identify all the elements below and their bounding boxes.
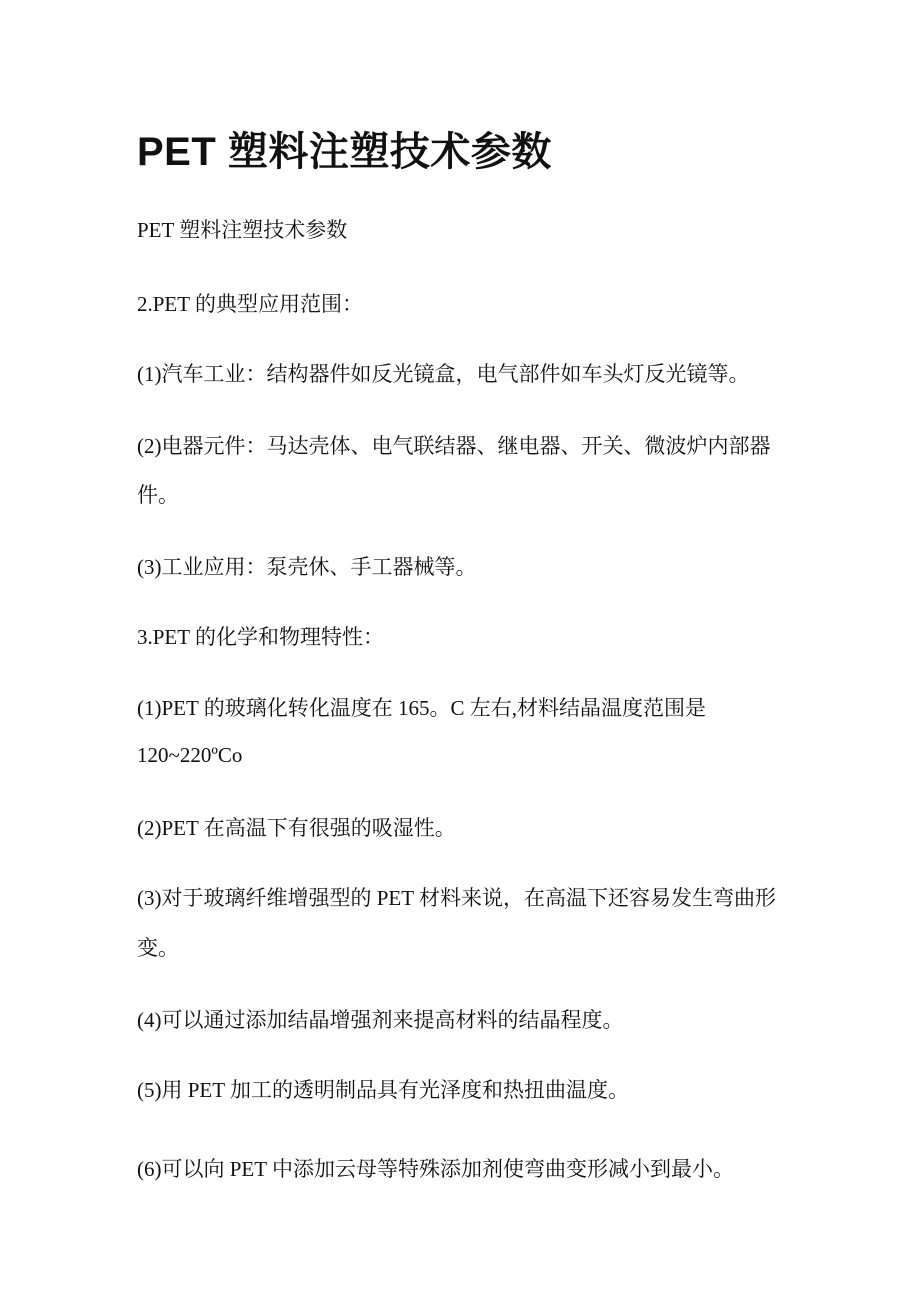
page-title: PET 塑料注塑技术参数 xyxy=(137,130,552,174)
paragraph-glass-transition: (1)PET 的玻璃化转化温度在 165。C 左右,材料结晶温度范围是 xyxy=(137,696,706,720)
paragraph-electrical: (2)电器元件：马达壳体、电气联结器、继电器、开关、微波炉内部器 xyxy=(137,434,771,458)
paragraph-moisture: (2)PET 在高温下有很强的吸湿性。 xyxy=(137,816,456,840)
paragraph-glass-fiber: (3)对于玻璃纤维增强型的 PET 材料来说，在高温下还容易发生弯曲形 xyxy=(137,886,776,910)
document-subtitle: PET 塑料注塑技术参数 xyxy=(137,218,348,242)
paragraph-glass-fiber-continued: 变。 xyxy=(137,936,179,960)
paragraph-transparency: (5)用 PET 加工的透明制品具有光泽度和热扭曲温度。 xyxy=(137,1078,629,1102)
paragraph-industrial: (3)工业应用：泵壳休、手工器械等。 xyxy=(137,555,477,579)
paragraph-crystallization-agent: (4)可以通过添加结晶增强剂来提高材料的结晶程度。 xyxy=(137,1008,624,1032)
section-heading-properties: 3.PET 的化学和物理特性： xyxy=(137,625,384,649)
paragraph-electrical-continued: 件。 xyxy=(137,483,179,507)
section-heading-applications: 2.PET 的典型应用范围： xyxy=(137,292,363,316)
paragraph-crystallization-range: 120~220ºCo xyxy=(137,743,243,767)
paragraph-mica-additive: (6)可以向 PET 中添加云母等特殊添加剂使弯曲变形减小到最小。 xyxy=(137,1157,734,1181)
paragraph-automotive: (1)汽车工业：结构器件如反光镜盒，电气部件如车头灯反光镜等。 xyxy=(137,362,750,386)
